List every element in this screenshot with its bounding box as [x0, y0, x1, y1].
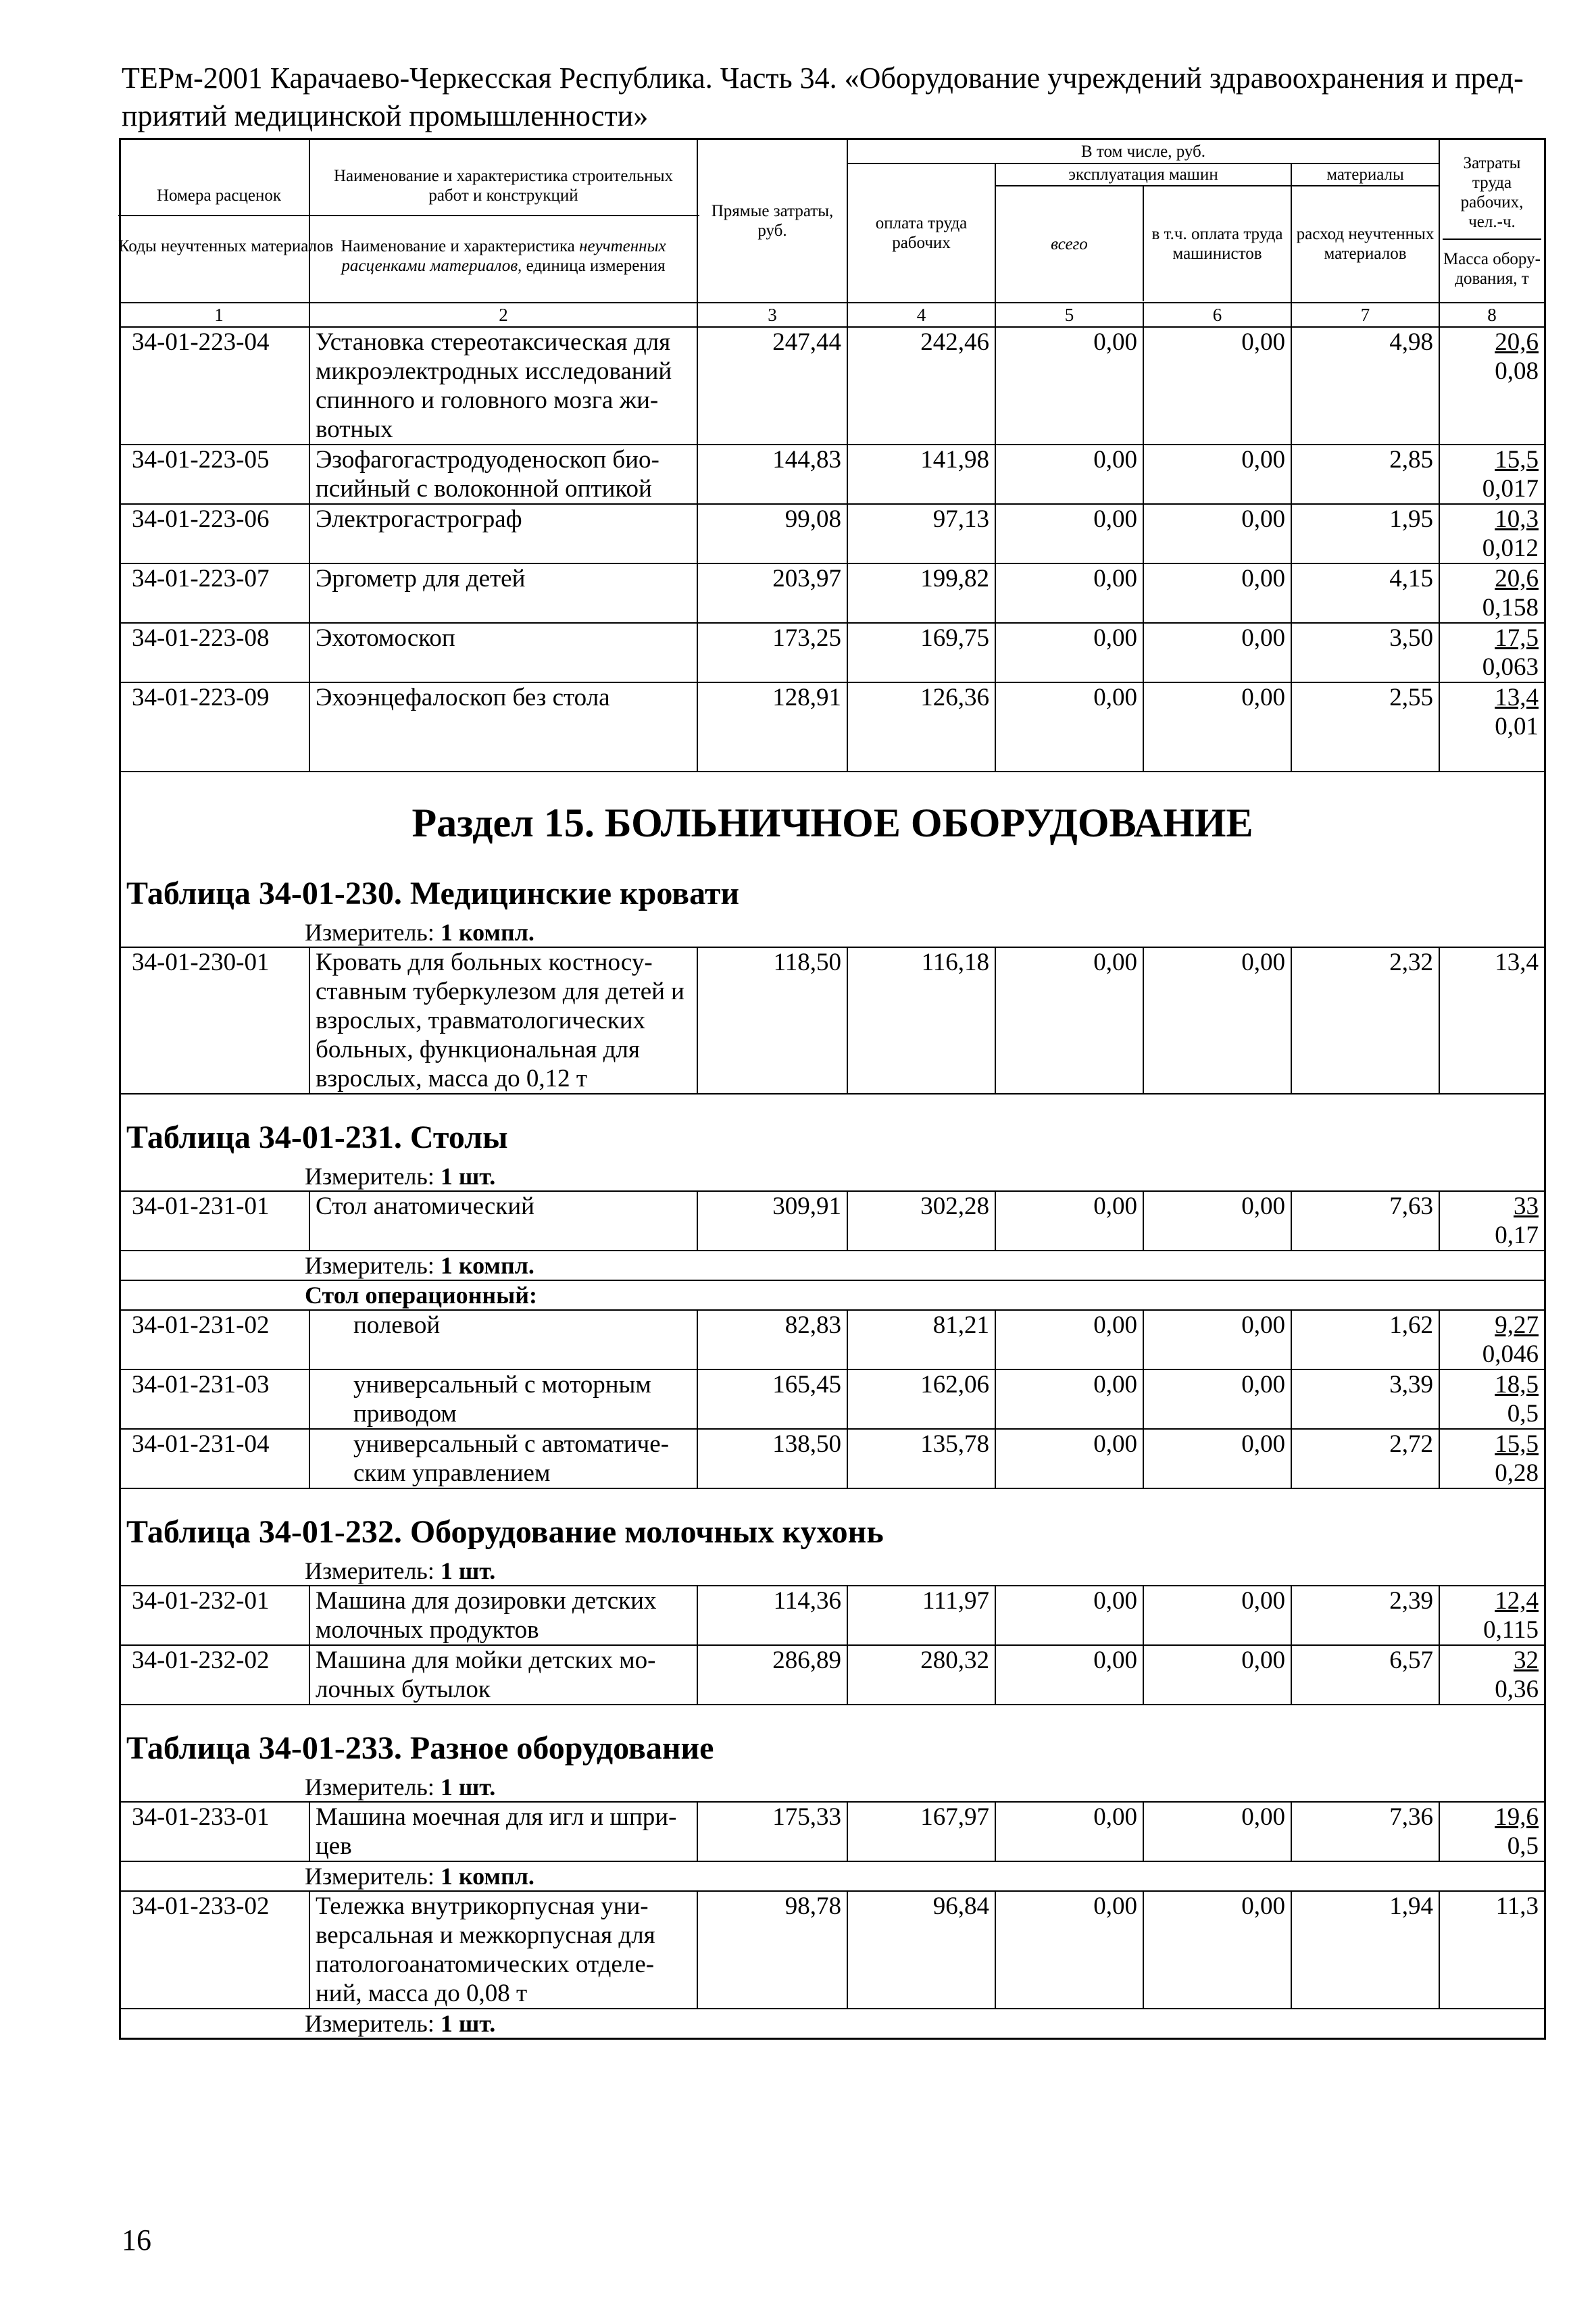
table-row — [120, 1586, 1545, 1645]
direct-costs: 203,97 — [697, 563, 847, 623]
subheading-row — [120, 1280, 1545, 1310]
direct-costs: 286,89 — [697, 1645, 847, 1705]
direct-costs: 144,83 — [697, 445, 847, 504]
rate-name — [309, 563, 697, 623]
rate-name-text: Машина для дозировки детских молочных продуктов — [316, 1587, 657, 1644]
table-title-row — [120, 1705, 1545, 1773]
rate-code: 34-01-230-01 — [120, 947, 310, 1094]
labor-hours: 13,4 — [1495, 684, 1539, 711]
rate-name — [309, 947, 697, 1094]
table-title: Таблица 34-01-232. Оборудование молочных кухонь — [120, 1488, 1545, 1557]
table-row — [120, 327, 1545, 445]
labor-pay: 135,78 — [847, 1429, 995, 1488]
column-number: 5 — [995, 303, 1143, 327]
section-title-row — [120, 772, 1545, 874]
header-labor-label: Затраты труда рабочих, чел.-ч. — [1460, 154, 1524, 231]
machinist-pay: 0,00 — [1143, 623, 1291, 682]
measurement-unit — [120, 918, 1545, 947]
materials-cost: 1,94 — [1291, 1891, 1439, 2009]
direct-costs: 82,83 — [697, 1310, 847, 1369]
rate-name — [309, 1802, 697, 1861]
section-title: Раздел 15. БОЛЬНИЧНОЕ ОБОРУДОВАНИЕ — [120, 772, 1545, 874]
materials-cost: 4,15 — [1291, 563, 1439, 623]
measurement-unit-value: 1 компл. — [440, 1252, 534, 1279]
rate-name — [309, 445, 697, 504]
equipment-mass: 0,5 — [1507, 1400, 1539, 1428]
machine-costs: 0,00 — [995, 1429, 1143, 1488]
equipment-mass: 0,115 — [1483, 1616, 1539, 1644]
labor-hours: 12,4 — [1495, 1587, 1539, 1615]
materials-cost: 7,36 — [1291, 1802, 1439, 1861]
column-number: 2 — [309, 303, 697, 327]
machine-costs: 0,00 — [995, 1191, 1143, 1251]
machinist-pay: 0,00 — [1143, 682, 1291, 772]
machinist-pay: 0,00 — [1143, 1369, 1291, 1429]
header-work-name-label: Наименование и характеристика строительных работ и конструкций — [333, 167, 673, 205]
rate-code: 34-01-223-08 — [120, 623, 310, 682]
labor-hours-mass — [1439, 947, 1545, 1094]
machinist-pay: 0,00 — [1143, 1891, 1291, 2009]
labor-hours: 20,6 — [1495, 565, 1539, 593]
direct-costs: 114,36 — [697, 1586, 847, 1645]
labor-hours: 32 — [1514, 1646, 1539, 1674]
materials-cost: 3,50 — [1291, 623, 1439, 682]
rate-name — [309, 1369, 697, 1429]
labor-hours-mass — [1439, 623, 1545, 682]
labor-pay: 81,21 — [847, 1310, 995, 1369]
labor-pay: 280,32 — [847, 1645, 995, 1705]
measurement-unit-row — [120, 1773, 1545, 1802]
rate-code: 34-01-223-05 — [120, 445, 310, 504]
column-number: 1 — [120, 303, 310, 327]
header-material-name-c: единица измерения — [522, 257, 666, 275]
machinist-pay: 0,00 — [1143, 504, 1291, 563]
header-materials-consumption: расход неучтенных материалов — [1296, 225, 1435, 263]
labor-hours: 20,6 — [1495, 328, 1539, 356]
machine-costs: 0,00 — [995, 1310, 1143, 1369]
table-title-row — [120, 874, 1545, 918]
direct-costs: 247,44 — [697, 327, 847, 445]
rate-code: 34-01-231-03 — [120, 1369, 310, 1429]
table-header-row — [120, 139, 1545, 164]
rate-name-text: Кровать для больных костносу-ставным туберкулезом для детей и взрослых, травматологических больных, функциональная для взрослых, масса до 0,12 т — [316, 949, 684, 1092]
labor-hours-mass — [1439, 445, 1545, 504]
rate-name — [309, 327, 697, 445]
labor-hours: 17,5 — [1495, 624, 1539, 652]
measurement-unit-value: 1 компл. — [440, 1863, 534, 1890]
equipment-mass: 0,012 — [1482, 534, 1539, 562]
materials-cost: 2,32 — [1291, 947, 1439, 1094]
machinist-pay: 0,00 — [1143, 1191, 1291, 1251]
labor-pay: 97,13 — [847, 504, 995, 563]
table-row — [120, 563, 1545, 623]
measurement-unit-row — [120, 1162, 1545, 1191]
labor-hours-mass — [1439, 1802, 1545, 1861]
column-numbers-row — [120, 303, 1545, 327]
header-material-name-b: неучтенных расценками материалов, — [341, 237, 666, 275]
rate-name-text: полевой — [353, 1311, 441, 1339]
machinist-pay: 0,00 — [1143, 1586, 1291, 1645]
machine-costs: 0,00 — [995, 1586, 1143, 1645]
labor-hours: 10,3 — [1495, 505, 1539, 533]
rate-code: 34-01-233-02 — [120, 1891, 310, 2009]
header-materials-label: материалы — [1292, 165, 1439, 186]
labor-pay: 167,97 — [847, 1802, 995, 1861]
equipment-mass: 0,158 — [1482, 594, 1539, 622]
rate-name-text: Эхоэнцефалоскоп без стола — [316, 684, 610, 711]
table-title: Таблица 34-01-230. Медицинские кровати — [120, 874, 1545, 918]
measurement-unit-row — [120, 1557, 1545, 1586]
rate-name — [309, 1429, 697, 1488]
page-number: 16 — [122, 2223, 151, 2257]
equipment-mass: 0,17 — [1495, 1222, 1539, 1249]
machine-costs: 0,00 — [995, 504, 1143, 563]
table-row — [120, 504, 1545, 563]
labor-pay: 242,46 — [847, 327, 995, 445]
labor-hours: 15,5 — [1495, 1430, 1539, 1458]
equipment-mass: 0,28 — [1495, 1459, 1539, 1487]
equipment-mass: 0,046 — [1482, 1340, 1539, 1368]
labor-hours-mass — [1439, 1645, 1545, 1705]
measurement-unit-text — [305, 1557, 495, 1585]
labor-pay: 169,75 — [847, 623, 995, 682]
labor-pay: 116,18 — [847, 947, 995, 1094]
materials-cost: 1,95 — [1291, 504, 1439, 563]
rate-code: 34-01-232-02 — [120, 1645, 310, 1705]
measurement-unit-label: Измеритель: — [305, 2010, 441, 2037]
measurement-unit-label: Измеритель: — [305, 1163, 441, 1190]
measurement-unit-text — [305, 1773, 495, 1801]
rate-code: 34-01-223-07 — [120, 563, 310, 623]
header-labor-mass — [1439, 139, 1545, 303]
labor-hours-mass — [1439, 1891, 1545, 2009]
equipment-mass: 0,5 — [1507, 1832, 1539, 1860]
direct-costs: 173,25 — [697, 623, 847, 682]
machine-costs: 0,00 — [995, 1891, 1143, 2009]
table-title: Таблица 34-01-233. Разное оборудование — [120, 1705, 1545, 1773]
measurement-unit-value: 1 шт. — [440, 1163, 496, 1190]
table-row — [120, 947, 1545, 1094]
rate-name — [309, 1586, 697, 1645]
materials-cost: 4,98 — [1291, 327, 1439, 445]
equipment-mass: 0,08 — [1495, 357, 1539, 385]
table-row — [120, 445, 1545, 504]
rate-name — [309, 1310, 697, 1369]
labor-hours: 33 — [1514, 1192, 1539, 1220]
measurement-unit-value: 1 шт. — [440, 2010, 496, 2037]
measurement-unit-text — [305, 918, 534, 947]
table-row — [120, 1802, 1545, 1861]
machine-costs: 0,00 — [995, 445, 1143, 504]
equipment-mass: 0,063 — [1482, 653, 1539, 681]
table-title: Таблица 34-01-231. Столы — [120, 1094, 1545, 1162]
table-row — [120, 1891, 1545, 2009]
header-name — [309, 139, 697, 303]
machinist-pay: 0,00 — [1143, 327, 1291, 445]
measurement-unit — [120, 1251, 1545, 1280]
subheading-text: Стол операционный: — [305, 1282, 538, 1309]
materials-cost: 2,72 — [1291, 1429, 1439, 1488]
header-material-codes-label: Коды неучтенных материалов — [118, 215, 314, 256]
rate-name-text: Эзофагогастродуоденоскоп био-псийный с волоконной оптикой — [316, 446, 659, 503]
rate-name — [309, 504, 697, 563]
labor-hours-mass — [1439, 1369, 1545, 1429]
rate-name — [309, 682, 697, 772]
header-rate-numbers-label: Номера расценок — [156, 186, 282, 205]
materials-cost: 3,39 — [1291, 1369, 1439, 1429]
rate-name-text: универсальный с моторным приводом — [353, 1371, 651, 1428]
labor-hours-mass — [1439, 504, 1545, 563]
rate-name — [309, 623, 697, 682]
labor-hours: 9,27 — [1495, 1311, 1539, 1339]
equipment-mass: 0,36 — [1495, 1676, 1539, 1703]
measurement-unit-row — [120, 1251, 1545, 1280]
labor-hours: 11,3 — [1495, 1892, 1539, 1920]
rate-name — [309, 1891, 697, 2009]
direct-costs: 138,50 — [697, 1429, 847, 1488]
machinist-pay: 0,00 — [1143, 1310, 1291, 1369]
direct-costs: 309,91 — [697, 1191, 847, 1251]
labor-hours: 15,5 — [1495, 446, 1539, 474]
header-labor-pay: оплата труда рабочих — [847, 164, 995, 303]
labor-pay: 126,36 — [847, 682, 995, 772]
rate-name-text: Тележка внутрикорпусная уни-версальная и межкорпусная для патологоанатомических отделе-ний, масса до 0,08 т — [316, 1892, 655, 2007]
header-including: В том числе, руб. — [847, 139, 1439, 164]
machine-costs: 0,00 — [995, 1369, 1143, 1429]
measurement-unit-label: Измеритель: — [305, 1557, 441, 1584]
rate-name — [309, 1645, 697, 1705]
machinist-pay: 0,00 — [1143, 1645, 1291, 1705]
labor-pay: 199,82 — [847, 563, 995, 623]
machine-costs: 0,00 — [995, 1802, 1143, 1861]
measurement-unit-label: Измеритель: — [305, 1863, 441, 1890]
measurement-unit — [120, 1773, 1545, 1802]
machine-costs: 0,00 — [995, 947, 1143, 1094]
labor-hours-mass — [1439, 1586, 1545, 1645]
direct-costs: 128,91 — [697, 682, 847, 772]
measurement-unit-label: Измеритель: — [305, 1774, 441, 1801]
direct-costs: 118,50 — [697, 947, 847, 1094]
measurement-unit-value: 1 компл. — [440, 919, 534, 946]
header-machines-label: эксплуатация машин — [996, 165, 1291, 186]
header-material-name-a: Наименование и характеристика — [341, 237, 580, 255]
measurement-unit-row — [120, 918, 1545, 947]
rate-name — [309, 1191, 697, 1251]
materials-cost: 2,39 — [1291, 1586, 1439, 1645]
measurement-unit — [120, 1861, 1545, 1891]
labor-hours: 19,6 — [1495, 1803, 1539, 1831]
header-materials — [1291, 164, 1439, 303]
column-number: 7 — [1291, 303, 1439, 327]
rate-code: 34-01-232-01 — [120, 1586, 310, 1645]
rate-name-text: универсальный с автоматиче-ским управлением — [353, 1430, 670, 1487]
table-row — [120, 682, 1545, 772]
measurement-unit-text — [305, 2009, 495, 2038]
measurement-unit-row — [120, 2009, 1545, 2039]
rate-code: 34-01-223-06 — [120, 504, 310, 563]
rate-name-text: Эхотомоскоп — [316, 624, 455, 652]
labor-pay: 141,98 — [847, 445, 995, 504]
labor-hours-mass — [1439, 1310, 1545, 1369]
table-row — [120, 1429, 1545, 1488]
rate-name-text: Электрогастрограф — [316, 505, 522, 533]
rate-code: 34-01-231-01 — [120, 1191, 310, 1251]
table-row — [120, 1369, 1545, 1429]
direct-costs: 175,33 — [697, 1802, 847, 1861]
labor-pay: 302,28 — [847, 1191, 995, 1251]
labor-hours-mass — [1439, 682, 1545, 772]
machine-costs: 0,00 — [995, 1645, 1143, 1705]
equipment-mass: 0,017 — [1482, 475, 1539, 503]
machinist-pay: 0,00 — [1143, 1429, 1291, 1488]
header-mass-label: Масса обору-дования, т — [1443, 238, 1541, 288]
rate-code: 34-01-223-04 — [120, 327, 310, 445]
measurement-unit-value: 1 шт. — [440, 1557, 496, 1584]
measurement-unit-label: Измеритель: — [305, 919, 441, 946]
machine-costs: 0,00 — [995, 327, 1143, 445]
machine-costs: 0,00 — [995, 682, 1143, 772]
rate-name-text: Эргометр для детей — [316, 565, 526, 593]
subheading — [120, 1280, 1545, 1310]
table-row — [120, 1645, 1545, 1705]
column-number: 6 — [1143, 303, 1291, 327]
direct-costs: 98,78 — [697, 1891, 847, 2009]
labor-hours: 13,4 — [1495, 949, 1539, 976]
header-machines — [995, 164, 1291, 303]
header-material-name-label — [307, 215, 699, 276]
table-row — [120, 1310, 1545, 1369]
rate-name-text: Установка стереотаксическая для микроэлектродных исследований спинного и головного мозга жи-вотных — [316, 328, 672, 443]
header-direct-costs: Прямые затраты, руб. — [697, 139, 847, 303]
rates-table — [119, 138, 1546, 2040]
direct-costs: 165,45 — [697, 1369, 847, 1429]
measurement-unit-text — [305, 1162, 495, 1190]
labor-hours-mass — [1439, 1429, 1545, 1488]
materials-cost: 2,55 — [1291, 682, 1439, 772]
measurement-unit-row — [120, 1861, 1545, 1891]
measurement-unit-text — [305, 1862, 534, 1890]
machine-costs: 0,00 — [995, 623, 1143, 682]
materials-cost: 1,62 — [1291, 1310, 1439, 1369]
table-title-row — [120, 1488, 1545, 1557]
labor-pay: 96,84 — [847, 1891, 995, 2009]
equipment-mass: 0,01 — [1495, 713, 1539, 740]
header-machinists-pay: в т.ч. оплата труда машинистов — [1151, 225, 1283, 263]
measurement-unit-text — [305, 1251, 534, 1280]
materials-cost: 7,63 — [1291, 1191, 1439, 1251]
labor-hours-mass — [1439, 563, 1545, 623]
column-number: 4 — [847, 303, 995, 327]
measurement-unit — [120, 2009, 1545, 2039]
header-rate-numbers — [118, 139, 334, 303]
machinist-pay: 0,00 — [1143, 1802, 1291, 1861]
rate-code: 34-01-233-01 — [120, 1802, 310, 1861]
table-row — [120, 1191, 1545, 1251]
labor-hours: 18,5 — [1495, 1371, 1539, 1399]
header-machines-total: всего — [996, 186, 1144, 301]
machinist-pay: 0,00 — [1143, 445, 1291, 504]
rate-name-text: Стол анатомический — [316, 1192, 534, 1220]
column-number: 3 — [697, 303, 847, 327]
materials-cost: 2,85 — [1291, 445, 1439, 504]
materials-cost: 6,57 — [1291, 1645, 1439, 1705]
labor-hours-mass — [1439, 327, 1545, 445]
table-row — [120, 623, 1545, 682]
labor-hours-mass — [1439, 1191, 1545, 1251]
measurement-unit — [120, 1557, 1545, 1586]
document-title: ТЕРм-2001 Карачаево-Черкесская Республика. Часть 34. «Оборудование учреждений здравоохранения и пред-приятий медицинской промышленности» — [122, 61, 1524, 132]
labor-pay: 111,97 — [847, 1586, 995, 1645]
machinist-pay: 0,00 — [1143, 947, 1291, 1094]
measurement-unit-label: Измеритель: — [305, 1252, 441, 1279]
measurement-unit — [120, 1162, 1545, 1191]
rate-name-text: Машина моечная для игл и шпри-цев — [316, 1803, 677, 1860]
rate-code: 34-01-223-09 — [120, 682, 310, 772]
column-number: 8 — [1439, 303, 1545, 327]
labor-pay: 162,06 — [847, 1369, 995, 1429]
direct-costs: 99,08 — [697, 504, 847, 563]
machinist-pay: 0,00 — [1143, 563, 1291, 623]
rate-name-text: Машина для мойки детских мо-лочных бутылок — [316, 1646, 656, 1703]
table-title-row — [120, 1094, 1545, 1162]
rate-code: 34-01-231-04 — [120, 1429, 310, 1488]
machine-costs: 0,00 — [995, 563, 1143, 623]
measurement-unit-value: 1 шт. — [440, 1774, 496, 1801]
rate-code: 34-01-231-02 — [120, 1310, 310, 1369]
